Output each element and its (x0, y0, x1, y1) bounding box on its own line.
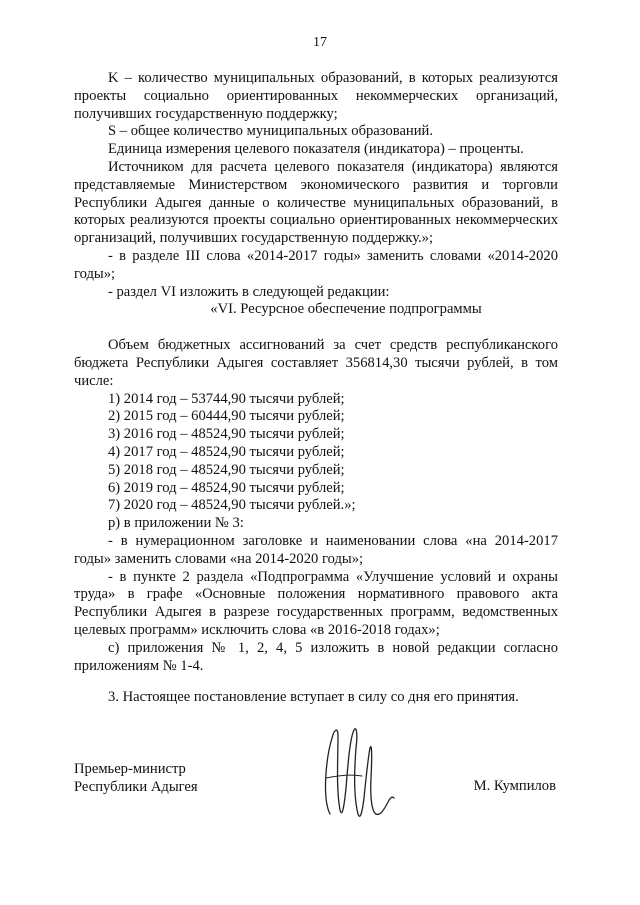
paragraph-k-definition: K – количество муниципальных образований, в которых реализуются проекты социально ориентированных некоммерческих организаций, получивших государственную поддержку; (74, 70, 558, 122)
spacer (74, 675, 558, 689)
paragraph-final-clause: 3. Настоящее постановление вступает в силу со дня его принятия. (108, 689, 519, 706)
paragraph-budget-intro: Объем бюджетных ассигнований за счет средств республиканского бюджета Республики Адыгея составляет 356814,30 тысячи рублей, в том числе: (74, 337, 558, 389)
section-heading: «VI. Ресурсное обеспечение подпрограммы (210, 301, 482, 318)
list-item-year-2016: 3) 2016 год – 48524,90 тысячи рублей; (108, 426, 345, 443)
list-item-year-2019: 6) 2019 год – 48524,90 тысячи рублей; (108, 479, 345, 496)
paragraph-s-definition: S – общее количество муниципальных образований. (108, 123, 434, 140)
signatory-title (74, 760, 198, 796)
list-item-year-2015: 2) 2015 год – 60444,90 тысячи рублей; (108, 408, 345, 425)
paragraph-appendices: с) приложения № 1, 2, 4, 5 изложить в новой редакции согласно приложениям № 1-4. (74, 639, 558, 674)
paragraph-appendix-3: р) в приложении № 3: (108, 515, 244, 532)
paragraph-numbering-title: - в нумерационном заголовке и наименовании слова «на 2014-2017 годы» заменить словами «на 2014-2020 годы»; (74, 532, 558, 567)
list-item-year-2020: 7) 2020 год – 48524,90 тысячи рублей.»; (108, 497, 356, 514)
spacer (74, 319, 558, 337)
paragraph-section-vi: - раздел VI изложить в следующей редакции: (108, 283, 390, 300)
handwritten-signature (316, 718, 396, 828)
paragraph-unit: Единица измерения целевого показателя (индикатора) – проценты. (108, 141, 524, 158)
signatory-title-line1: Премьер-министр (74, 761, 186, 777)
list-item-year-2014: 1) 2014 год – 53744,90 тысячи рублей; (108, 390, 345, 407)
page-number: 17 (313, 35, 327, 50)
paragraph-point-2: - в пункте 2 раздела «Подпрограмма «Улучшение условий и охраны труда» в графе «Основные положения нормативного правового акта Республики Адыгея в разрезе государственных программ, ведомственных целевых программ» исключить слова «в 2016-2018 годах»; (74, 568, 558, 638)
list-item-year-2018: 5) 2018 год – 48524,90 тысячи рублей; (108, 461, 345, 478)
list-item-year-2017: 4) 2017 год – 48524,90 тысячи рублей; (108, 443, 345, 460)
signatory-title-line2: Республики Адыгея (74, 779, 198, 795)
signatory-name: М. Кумпилов (473, 778, 556, 794)
document-body (74, 70, 558, 707)
paragraph-source: Источником для расчета целевого показателя (индикатора) являются представляемые Министерством экономического развития и торговли Республики Адыгея данные о количестве муниципальных образований, в которых реализуются проекты социально ориентированных некоммерческих организаций, получивших государственную поддержку.»; (74, 158, 558, 247)
paragraph-section-iii: - в разделе III слова «2014-2017 годы» заменить словами «2014-2020 годы»; (74, 247, 558, 282)
